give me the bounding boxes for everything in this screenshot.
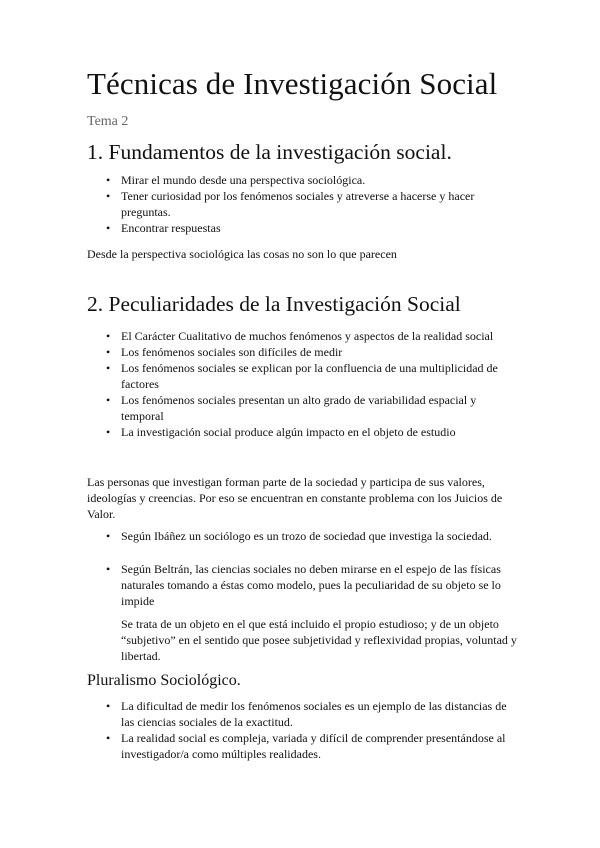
bullet-icon: • xyxy=(106,562,111,576)
bullet-icon: • xyxy=(106,393,111,407)
section1-list xyxy=(87,172,517,236)
list-item: • Según Ibáñez un sociólogo es un trozo de sociedad que investiga la sociedad. xyxy=(106,529,492,543)
bullet-icon: • xyxy=(106,345,111,359)
bullet-icon: • xyxy=(106,425,111,439)
list-item: • Los fenómenos sociales se explican por la confluencia de una multiplicidad de factores xyxy=(106,361,498,391)
list-item: • Los fenómenos sociales son difíciles de medir xyxy=(106,345,343,359)
bullet-icon: • xyxy=(106,329,111,343)
bullet-icon: • xyxy=(106,221,111,235)
section2-paragraph: Las personas que investigan forman parte de la sociedad y participa de sus valores, ideologías y creencias. Por eso se encuentran en constante problema con los Juicios de Valor. xyxy=(87,475,503,521)
list-item: • Los fenómenos sociales presentan un alto grado de variabilidad espacial y temporal xyxy=(106,393,477,423)
list-item: • Mirar el mundo desde una perspectiva sociológica. xyxy=(106,173,366,187)
section2-quote-list-2 xyxy=(87,561,517,609)
bullet-icon: • xyxy=(106,731,111,745)
section2-heading: 2. Peculiaridades de la Investigación Social xyxy=(87,292,461,316)
bullet-icon: • xyxy=(106,173,111,187)
section1-heading: 1. Fundamentos de la investigación social. xyxy=(87,140,452,164)
bullet-icon: • xyxy=(106,189,111,203)
pluralismo-heading: Pluralismo Sociológico. xyxy=(87,672,241,689)
bullet-icon: • xyxy=(106,529,111,543)
list-item: • Según Beltrán, las ciencias sociales no deben mirarse en el espejo de las físicas naturales tomando a éstas como modelo, pues la peculiaridad de su objeto se lo impide xyxy=(106,562,501,608)
list-item: • La investigación social produce algún impacto en el objeto de estudio xyxy=(106,425,456,439)
list-item: • La realidad social es compleja, variada y difícil de comprender presentándose al investigador/a como múltiples realidades. xyxy=(106,731,506,761)
document-subtitle: Tema 2 xyxy=(87,114,129,129)
pluralismo-list xyxy=(87,698,517,762)
list-item: • Encontrar respuestas xyxy=(106,221,221,235)
list-item: • Tener curiosidad por los fenómenos sociales y atreverse a hacerse y hacer preguntas. xyxy=(106,189,475,219)
section2-list xyxy=(87,328,517,440)
bullet-icon: • xyxy=(106,361,111,375)
list-item: • El Carácter Cualitativo de muchos fenómenos y aspectos de la realidad social xyxy=(106,329,494,343)
section2-quote-list xyxy=(87,528,517,544)
section1-paragraph: Desde la perspectiva sociológica las cosas no son lo que parecen xyxy=(87,247,397,261)
document-title: Técnicas de Investigación Social xyxy=(87,66,498,101)
section2-indented-paragraph: Se trata de un objeto en el que está incluido el propio estudioso; y de un objeto “subjetivo” en el sentido que posee subjetividad y reflexividad propias, voluntad y libertad. xyxy=(121,617,517,663)
list-item: • La dificultad de medir los fenómenos sociales es un ejemplo de las distancias de las ciencias sociales de la exactitud. xyxy=(106,699,507,729)
bullet-icon: • xyxy=(106,699,111,713)
